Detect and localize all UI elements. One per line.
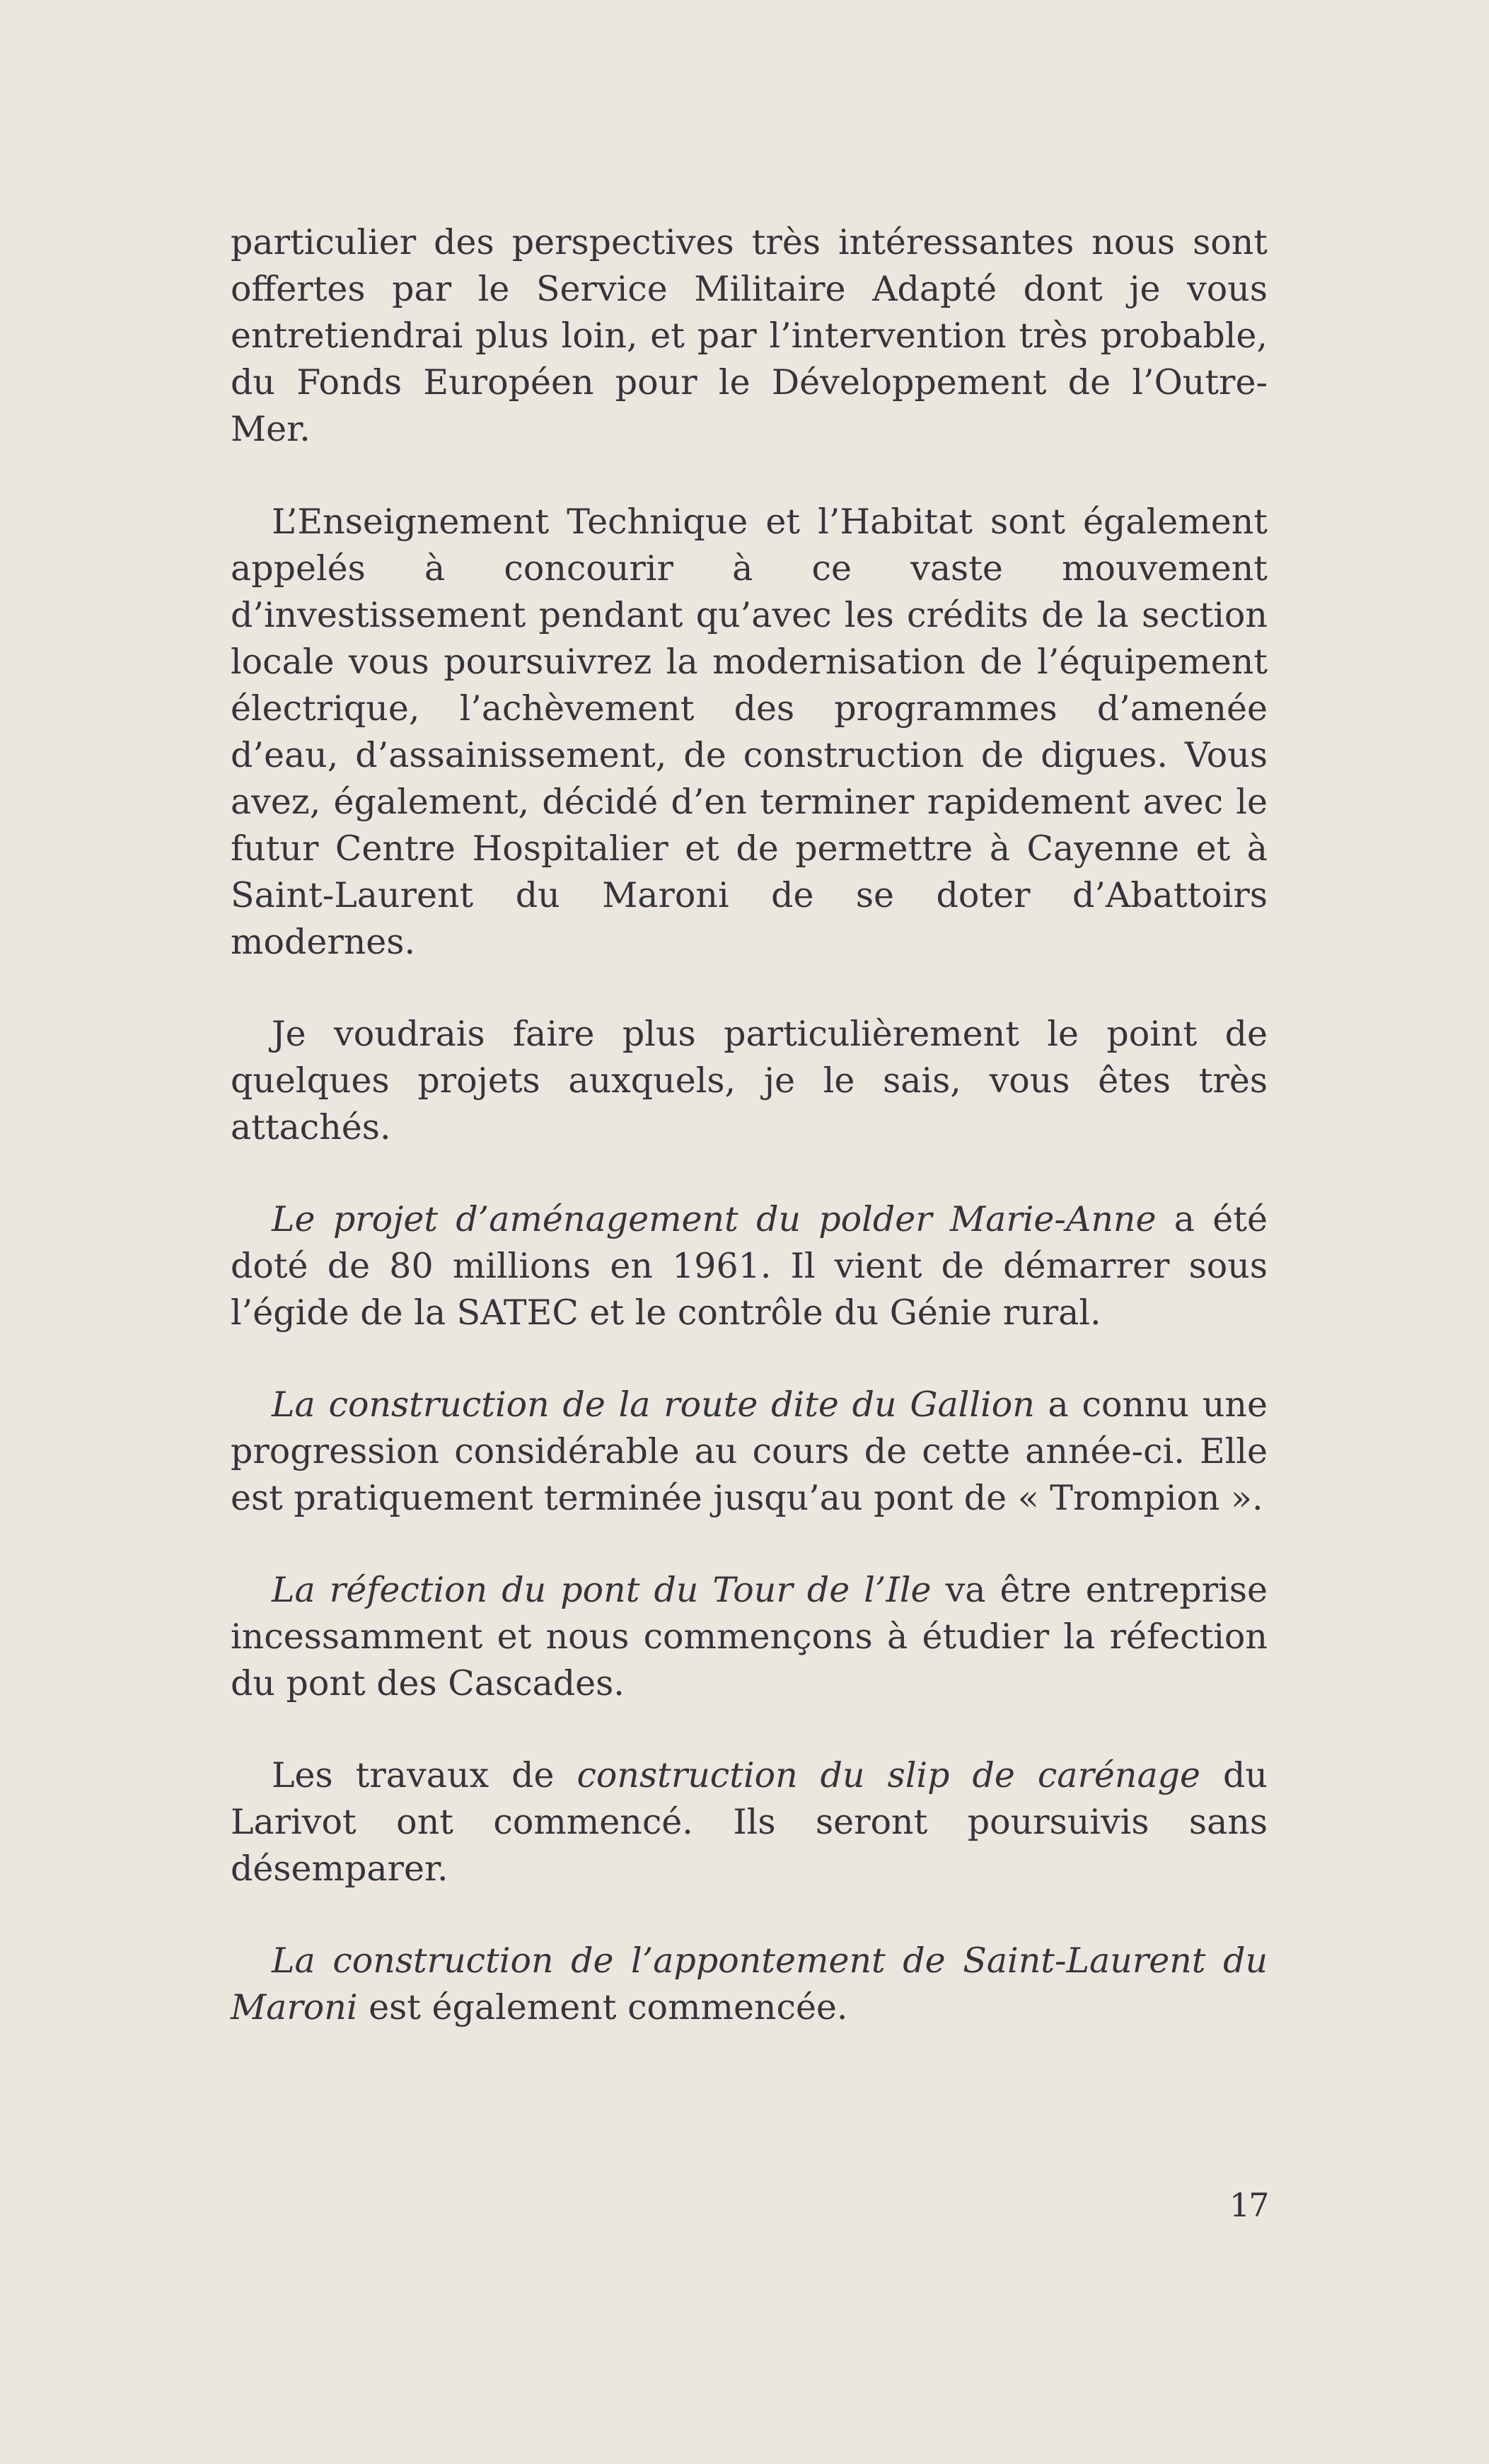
paragraph-run: du Larivot ont commencé. Ils seront poursuivis sans désemparer.	[231, 1755, 1268, 1889]
paragraph-3	[231, 1011, 1268, 1151]
paragraph-8	[231, 1938, 1268, 2031]
paragraph-7	[231, 1752, 1268, 1892]
italic-heading-run: La réfection du pont du Tour de l’Ile	[272, 1570, 932, 1610]
paragraph-run: va être entreprise incessamment et nous commençons à étudier la réfection du pont des Cascades.	[231, 1570, 1268, 1704]
page-number: 17	[1229, 2186, 1268, 2224]
text-column	[231, 219, 1268, 2076]
paragraph-run: L’Enseignement Technique et l’Habitat sont également appelés à concourir à ce vaste mouvement d’investissement pendant qu’avec les crédits de la section locale vous poursuivrez la modernisation de l’équipement électrique, l’achèvement des programmes d’amenée d’eau, d’assainissement, de construction de digues. Vous avez, également, décidé d’en terminer rapidement avec le futur Centre Hospitalier et de permettre à Cayenne et à Saint-Laurent du Maroni de se doter d’Abattoirs modernes.	[231, 502, 1268, 962]
paragraph-run: est également commencée.	[357, 1987, 848, 2028]
paragraph-5	[231, 1382, 1268, 1522]
paragraph-4	[231, 1196, 1268, 1336]
paragraph-1	[231, 219, 1268, 453]
paragraph-run: Les travaux de	[272, 1755, 577, 1795]
paragraph-run: a été doté de 80 millions en 1961. Il vient de démarrer sous l’égide de la SATEC et le contrôle du Génie rural.	[231, 1199, 1268, 1333]
paragraph-run: a connu une progression considérable au cours de cette année-ci. Elle est pratiquement terminée jusqu’au pont de « Trompion ».	[231, 1384, 1268, 1518]
italic-heading-run: La construction de la route dite du Gallion	[272, 1384, 1035, 1425]
paragraph-run: Je voudrais faire plus particulièrement le point de quelques projets auxquels, je le sais, vous êtes très attachés.	[231, 1014, 1268, 1147]
paragraph-run: particulier des perspectives très intéressantes nous sont offertes par le Service Militaire Adapté dont je vous entretiendrai plus loin, et par l’intervention très probable, du Fonds Européen pour le Développement de l’Outre-Mer.	[231, 222, 1268, 449]
paragraph-2	[231, 499, 1268, 966]
paragraph-6	[231, 1567, 1268, 1707]
italic-heading-run: construction du slip de carénage	[577, 1755, 1201, 1795]
italic-heading-run: Le projet d’aménagement du polder Marie-Anne	[272, 1199, 1157, 1239]
italic-heading-run: La construction de l’appontement de Saint-Laurent du Maroni	[231, 1940, 1268, 2028]
